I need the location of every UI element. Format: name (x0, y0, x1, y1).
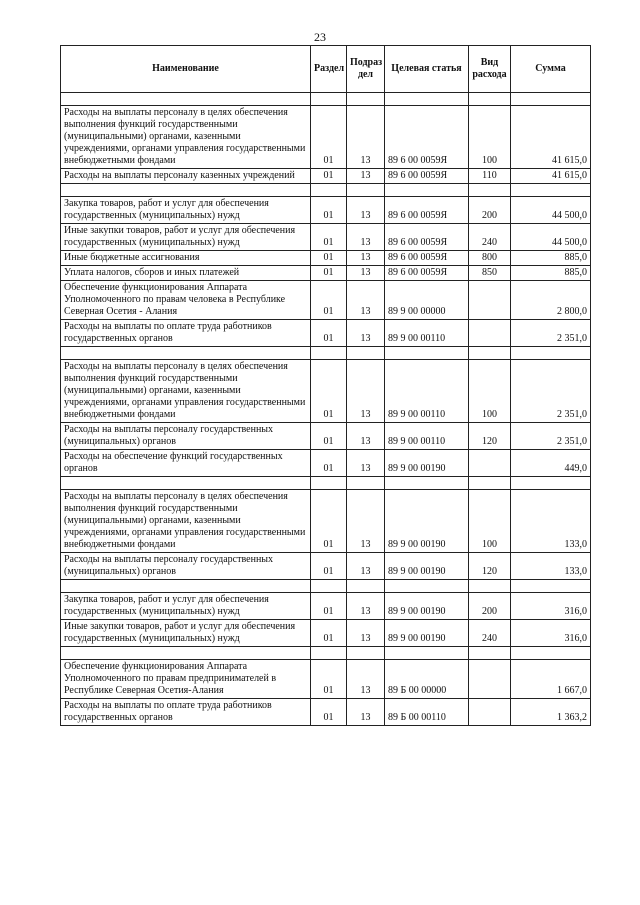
cell-name: Расходы на обеспечение функций государственных органов (61, 450, 311, 477)
cell-target: 89 9 00 00190 (385, 450, 469, 477)
table-row (61, 266, 591, 281)
cell-target: 89 6 00 0059Я (385, 197, 469, 224)
cell-name: Закупка товаров, работ и услуг для обеспечения государственных (муниципальных) нужд (61, 197, 311, 224)
cell-sum: 133,0 (511, 490, 591, 553)
table-row (61, 620, 591, 647)
cell-target: 89 6 00 0059Я (385, 251, 469, 266)
budget-table (60, 45, 591, 726)
cell-type: 120 (469, 423, 511, 450)
cell-subsection: 13 (347, 360, 385, 423)
cell-type: 200 (469, 593, 511, 620)
cell-name: Иные бюджетные ассигнования (61, 251, 311, 266)
cell-type: 850 (469, 266, 511, 281)
cell-type: 120 (469, 553, 511, 580)
cell-target: 89 6 00 0059Я (385, 224, 469, 251)
cell-target: 89 6 00 0059Я (385, 169, 469, 184)
table-row (61, 320, 591, 347)
cell-section: 01 (311, 251, 347, 266)
cell-sum: 44 500,0 (511, 197, 591, 224)
cell-section: 01 (311, 169, 347, 184)
table-row (61, 251, 591, 266)
cell-target: 89 Б 00 00110 (385, 699, 469, 726)
cell-section: 01 (311, 197, 347, 224)
cell-name: Расходы на выплаты персоналу государственных (муниципальных) органов (61, 423, 311, 450)
cell-section: 01 (311, 281, 347, 320)
cell-target: 89 6 00 0059Я (385, 266, 469, 281)
table-row (61, 106, 591, 169)
cell-target: 89 9 00 00110 (385, 423, 469, 450)
cell-sum: 885,0 (511, 251, 591, 266)
cell-name: Закупка товаров, работ и услуг для обеспечения государственных (муниципальных) нужд (61, 593, 311, 620)
cell-section: 01 (311, 320, 347, 347)
header-sum: Сумма (511, 46, 591, 93)
cell-type (469, 281, 511, 320)
cell-name: Обеспечение функционирования Аппарата Уполномоченного по правам предпринимателей в Республике Северная Осетия-Алания (61, 660, 311, 699)
cell-sum: 41 615,0 (511, 169, 591, 184)
page-number: 23 (314, 30, 326, 44)
cell-section: 01 (311, 490, 347, 553)
cell-sum: 316,0 (511, 620, 591, 647)
cell-type: 100 (469, 360, 511, 423)
cell-section: 01 (311, 106, 347, 169)
cell-name: Расходы на выплаты персоналу в целях обеспечения выполнения функций государственными (муниципальными) органами, казенными учреждениями, органами управления государственными внебюджетными фондами (61, 490, 311, 553)
cell-sum: 2 351,0 (511, 360, 591, 423)
table-row (61, 450, 591, 477)
spacer-row (61, 647, 591, 660)
cell-section: 01 (311, 360, 347, 423)
table-row (61, 169, 591, 184)
cell-section: 01 (311, 660, 347, 699)
table-row (61, 699, 591, 726)
cell-target: 89 9 00 00190 (385, 490, 469, 553)
cell-sum: 44 500,0 (511, 224, 591, 251)
table-row (61, 224, 591, 251)
header-row (61, 46, 591, 93)
cell-type (469, 450, 511, 477)
cell-subsection: 13 (347, 320, 385, 347)
cell-subsection: 13 (347, 450, 385, 477)
cell-subsection: 13 (347, 553, 385, 580)
header-subsection: Подраз дел (347, 46, 385, 93)
cell-name: Расходы на выплаты персоналу в целях обеспечения выполнения функций государственными (муниципальными) органами, казенными учреждениями, органами управления государственными внебюджетными фондами (61, 106, 311, 169)
cell-target: 89 9 00 00190 (385, 620, 469, 647)
cell-subsection: 13 (347, 281, 385, 320)
cell-sum: 41 615,0 (511, 106, 591, 169)
cell-name: Уплата налогов, сборов и иных платежей (61, 266, 311, 281)
spacer-row (61, 477, 591, 490)
table-body (61, 93, 591, 726)
cell-target: 89 6 00 0059Я (385, 106, 469, 169)
cell-subsection: 13 (347, 490, 385, 553)
cell-sum: 1 667,0 (511, 660, 591, 699)
cell-type (469, 660, 511, 699)
cell-sum: 316,0 (511, 593, 591, 620)
cell-type: 100 (469, 490, 511, 553)
table-row (61, 593, 591, 620)
cell-sum: 2 800,0 (511, 281, 591, 320)
cell-target: 89 9 00 00190 (385, 593, 469, 620)
cell-target: 89 9 00 00190 (385, 553, 469, 580)
cell-subsection: 13 (347, 251, 385, 266)
cell-subsection: 13 (347, 660, 385, 699)
cell-section: 01 (311, 450, 347, 477)
cell-subsection: 13 (347, 266, 385, 281)
cell-name: Иные закупки товаров, работ и услуг для обеспечения государственных (муниципальных) нужд (61, 620, 311, 647)
cell-name: Расходы на выплаты по оплате труда работников государственных органов (61, 699, 311, 726)
cell-section: 01 (311, 266, 347, 281)
cell-target: 89 9 00 00110 (385, 320, 469, 347)
cell-subsection: 13 (347, 620, 385, 647)
cell-sum: 133,0 (511, 553, 591, 580)
table-row (61, 197, 591, 224)
cell-subsection: 13 (347, 593, 385, 620)
spacer-row (61, 184, 591, 197)
cell-type: 240 (469, 620, 511, 647)
cell-section: 01 (311, 553, 347, 580)
table-row (61, 490, 591, 553)
cell-sum: 449,0 (511, 450, 591, 477)
cell-section: 01 (311, 224, 347, 251)
cell-type: 800 (469, 251, 511, 266)
cell-target: 89 9 00 00110 (385, 360, 469, 423)
cell-name: Расходы на выплаты по оплате труда работников государственных органов (61, 320, 311, 347)
cell-sum: 2 351,0 (511, 423, 591, 450)
cell-name: Расходы на выплаты персоналу в целях обеспечения выполнения функций государственными (муниципальными) органами, казенными учреждениями, органами управления государственными внебюджетными фондами (61, 360, 311, 423)
cell-subsection: 13 (347, 224, 385, 251)
cell-name: Расходы на выплаты персоналу казенных учреждений (61, 169, 311, 184)
cell-subsection: 13 (347, 106, 385, 169)
table-row (61, 281, 591, 320)
cell-sum: 885,0 (511, 266, 591, 281)
cell-section: 01 (311, 699, 347, 726)
cell-name: Расходы на выплаты персоналу государственных (муниципальных) органов (61, 553, 311, 580)
spacer-row (61, 347, 591, 360)
spacer-row (61, 580, 591, 593)
cell-subsection: 13 (347, 423, 385, 450)
cell-type: 200 (469, 197, 511, 224)
cell-name: Иные закупки товаров, работ и услуг для обеспечения государственных (муниципальных) нужд (61, 224, 311, 251)
header-target: Целевая статья (385, 46, 469, 93)
cell-section: 01 (311, 620, 347, 647)
cell-subsection: 13 (347, 169, 385, 184)
header-expense-type: Вид расхода (469, 46, 511, 93)
table-row (61, 660, 591, 699)
cell-section: 01 (311, 593, 347, 620)
cell-name: Обеспечение функционирования Аппарата Уполномоченного по правам человека в Республике Северная Осетия - Алания (61, 281, 311, 320)
header-name: Наименование (61, 46, 311, 93)
table-row (61, 423, 591, 450)
cell-sum: 1 363,2 (511, 699, 591, 726)
cell-subsection: 13 (347, 699, 385, 726)
cell-target: 89 9 00 00000 (385, 281, 469, 320)
cell-target: 89 Б 00 00000 (385, 660, 469, 699)
cell-type: 100 (469, 106, 511, 169)
cell-type (469, 699, 511, 726)
table-row (61, 553, 591, 580)
header-section: Раздел (311, 46, 347, 93)
cell-subsection: 13 (347, 197, 385, 224)
cell-section: 01 (311, 423, 347, 450)
table-row (61, 360, 591, 423)
cell-type: 240 (469, 224, 511, 251)
cell-type: 110 (469, 169, 511, 184)
cell-sum: 2 351,0 (511, 320, 591, 347)
spacer-row (61, 93, 591, 106)
cell-type (469, 320, 511, 347)
